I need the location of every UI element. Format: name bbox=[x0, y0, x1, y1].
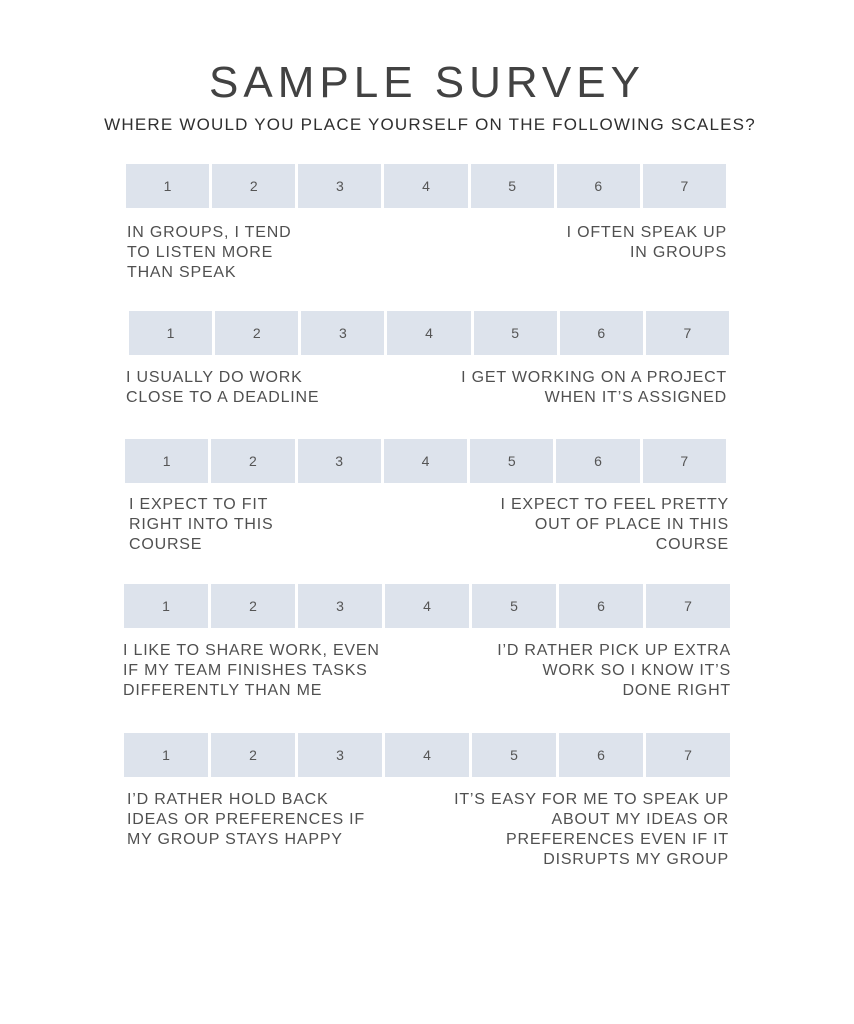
right-anchor-label: I GET WORKING ON A PROJECT WHEN IT’S ASSIGNED bbox=[461, 369, 727, 406]
rating-scale-1 bbox=[126, 164, 726, 208]
page-title: SAMPLE SURVEY bbox=[209, 58, 645, 107]
scale-option-2[interactable]: 2 bbox=[211, 584, 295, 628]
right-anchor-label: I EXPECT TO FEEL PRETTY OUT OF PLACE IN THIS COURSE bbox=[500, 496, 729, 553]
scale-option-1[interactable]: 1 bbox=[129, 311, 212, 355]
rating-scale-4 bbox=[124, 584, 730, 628]
scale-option-4[interactable]: 4 bbox=[385, 584, 469, 628]
scale-option-7[interactable]: 7 bbox=[643, 164, 726, 208]
scale-option-7[interactable]: 7 bbox=[646, 311, 729, 355]
scale-option-5[interactable]: 5 bbox=[472, 733, 556, 777]
page-subtitle: WHERE WOULD YOU PLACE YOURSELF ON THE FOLLOWING SCALES? bbox=[104, 115, 756, 134]
scale-option-7[interactable]: 7 bbox=[646, 733, 730, 777]
scale-option-7[interactable]: 7 bbox=[643, 439, 726, 483]
scale-option-4[interactable]: 4 bbox=[387, 311, 470, 355]
scale-option-2[interactable]: 2 bbox=[211, 733, 295, 777]
scale-option-1[interactable]: 1 bbox=[124, 584, 208, 628]
scale-option-2[interactable]: 2 bbox=[215, 311, 298, 355]
right-anchor-label: I’D RATHER PICK UP EXTRA WORK SO I KNOW IT’S DONE RIGHT bbox=[497, 642, 731, 699]
scale-option-5[interactable]: 5 bbox=[474, 311, 557, 355]
scale-option-6[interactable]: 6 bbox=[557, 164, 640, 208]
scale-option-5[interactable]: 5 bbox=[470, 439, 553, 483]
scale-option-3[interactable]: 3 bbox=[298, 584, 382, 628]
scale-option-5[interactable]: 5 bbox=[471, 164, 554, 208]
scale-option-6[interactable]: 6 bbox=[556, 439, 639, 483]
left-anchor-label: I LIKE TO SHARE WORK, EVEN IF MY TEAM FINISHES TASKS DIFFERENTLY THAN ME bbox=[123, 642, 380, 699]
scale-option-4[interactable]: 4 bbox=[384, 439, 467, 483]
scale-option-3[interactable]: 3 bbox=[301, 311, 384, 355]
right-anchor-label: IT’S EASY FOR ME TO SPEAK UP ABOUT MY IDEAS OR PREFERENCES EVEN IF IT DISRUPTS MY GROUP bbox=[454, 791, 729, 868]
left-anchor-label: I’D RATHER HOLD BACK IDEAS OR PREFERENCES IF MY GROUP STAYS HAPPY bbox=[127, 791, 365, 848]
scale-option-3[interactable]: 3 bbox=[298, 164, 381, 208]
left-anchor-label: IN GROUPS, I TEND TO LISTEN MORE THAN SPEAK bbox=[127, 224, 292, 281]
scale-option-5[interactable]: 5 bbox=[472, 584, 556, 628]
scale-option-3[interactable]: 3 bbox=[298, 439, 381, 483]
rating-scale-2 bbox=[129, 311, 729, 355]
scale-option-6[interactable]: 6 bbox=[559, 584, 643, 628]
rating-scale-3 bbox=[125, 439, 726, 483]
scale-option-7[interactable]: 7 bbox=[646, 584, 730, 628]
left-anchor-label: I USUALLY DO WORK CLOSE TO A DEADLINE bbox=[126, 369, 320, 406]
scale-option-2[interactable]: 2 bbox=[211, 439, 294, 483]
scale-option-4[interactable]: 4 bbox=[385, 733, 469, 777]
scale-option-1[interactable]: 1 bbox=[125, 439, 208, 483]
scale-option-3[interactable]: 3 bbox=[298, 733, 382, 777]
scale-option-6[interactable]: 6 bbox=[559, 733, 643, 777]
scale-option-4[interactable]: 4 bbox=[384, 164, 467, 208]
scale-option-1[interactable]: 1 bbox=[124, 733, 208, 777]
scale-option-2[interactable]: 2 bbox=[212, 164, 295, 208]
left-anchor-label: I EXPECT TO FIT RIGHT INTO THIS COURSE bbox=[129, 496, 274, 553]
right-anchor-label: I OFTEN SPEAK UP IN GROUPS bbox=[566, 224, 727, 261]
scale-option-6[interactable]: 6 bbox=[560, 311, 643, 355]
scale-option-1[interactable]: 1 bbox=[126, 164, 209, 208]
rating-scale-5 bbox=[124, 733, 730, 777]
